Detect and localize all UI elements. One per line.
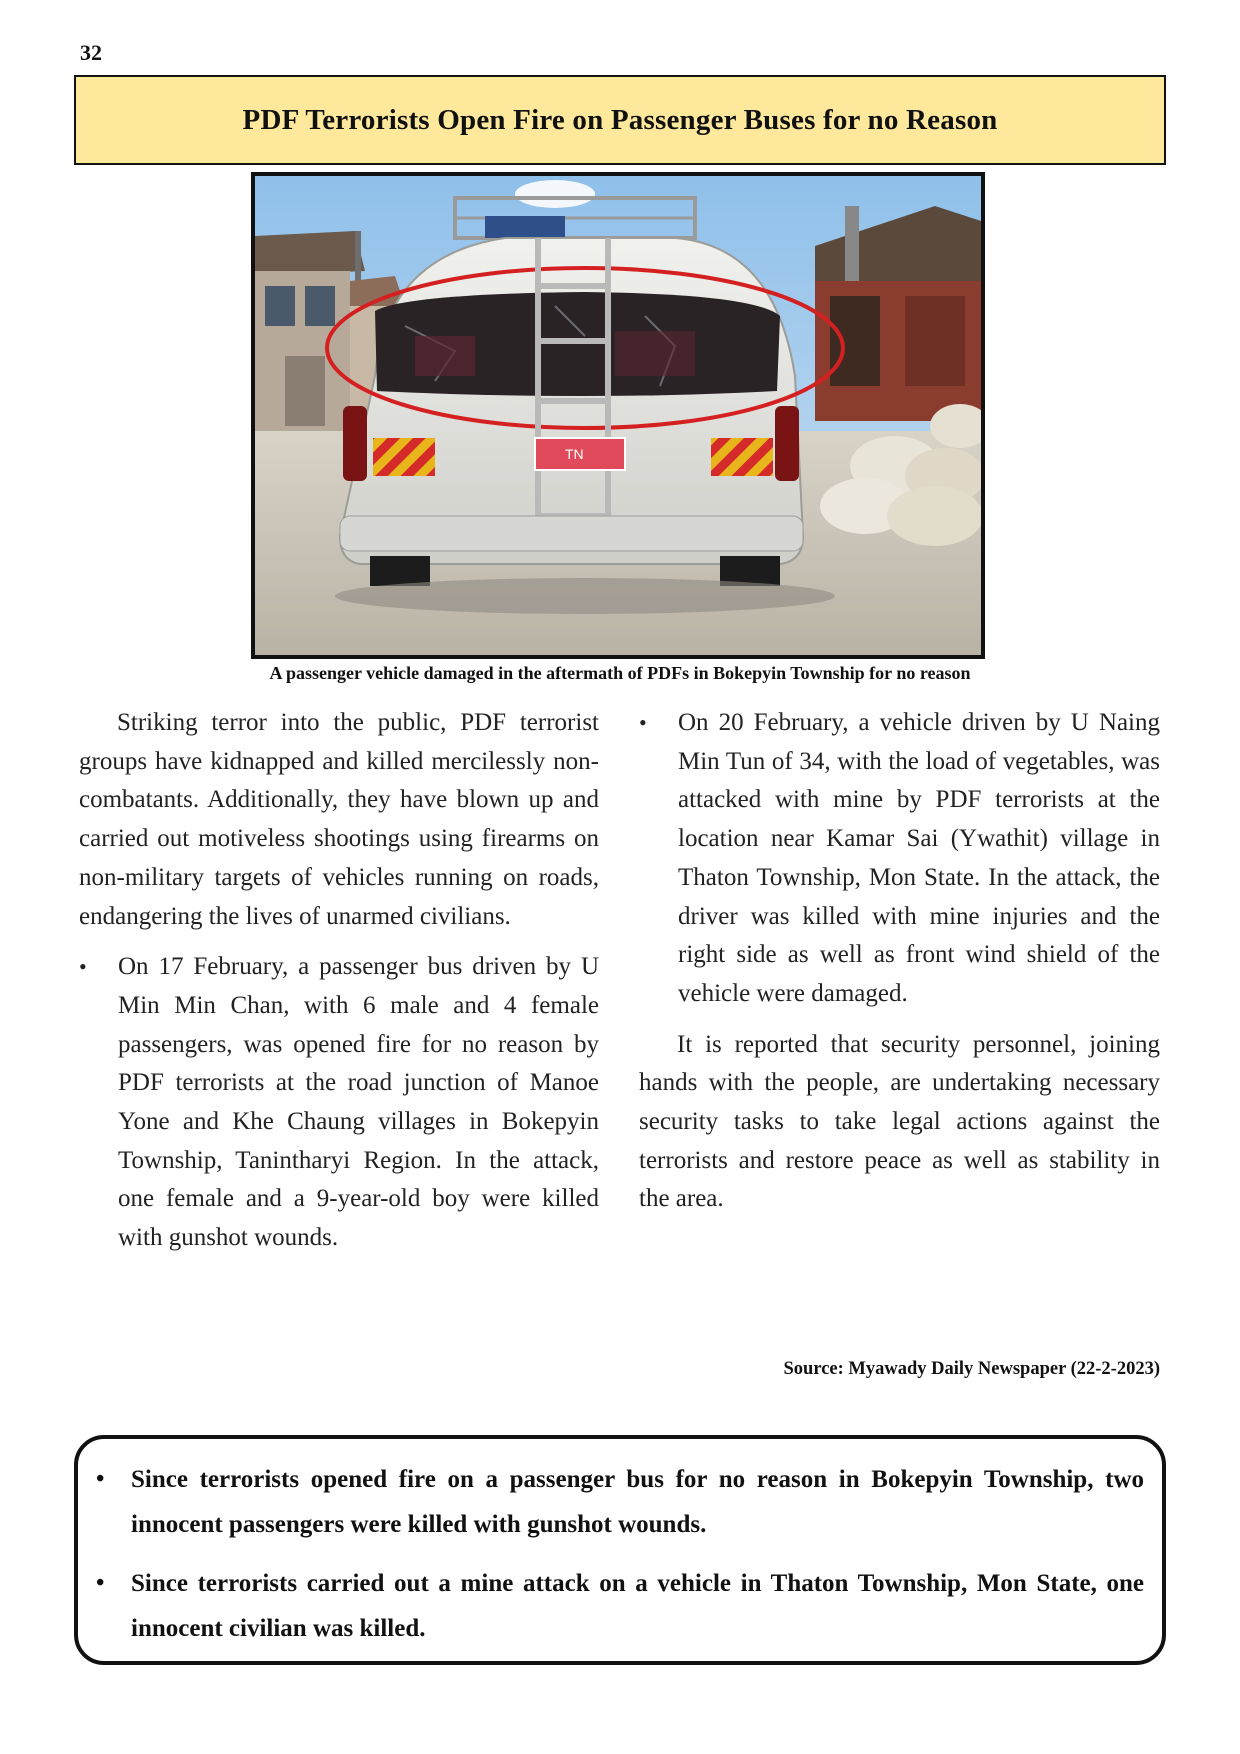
page-title: PDF Terrorists Open Fire on Passenger Buses for no Reason (242, 103, 998, 136)
intro-paragraph: Striking terror into the public, PDF terrorist groups have kidnapped and killed mercilessly non-combatants. Additionally, they have blown up and carried out motiveless shootings using firearms on non-military targets of vehicles running on roads, endangering the lives of unarmed civilians. (79, 709, 599, 930)
summary-item: • Since terrorists carried out a mine attack on a vehicle in Thaton Township, Mon State, one innocent civilian was killed. (96, 1561, 1144, 1651)
title-banner (74, 75, 1166, 165)
source-citation: Source: Myawady Daily Newspaper (22-2-2023) (783, 1359, 1160, 1379)
incident-17-february: • On 17 February, a passenger bus driven by U Min Min Chan, with 6 male and 4 female passengers, was opened fire for no reason by PDF terrorists at the road junction of Manoe Yone and Khe Chaung villages in Bokepyin Township, Tanintharyi Region. In the attack, one female and a 9-year-old boy were killed with gunshot wounds. (79, 948, 599, 1258)
page-number: 32 (80, 40, 102, 65)
closing-paragraph: It is reported that security personnel, joining hands with the people, are undertaking necessary security tasks to take legal actions against the terrorists and restore peace as well as stability in the area. (639, 1030, 1160, 1213)
incident-list-1 (79, 948, 599, 1258)
left-column (79, 704, 599, 1258)
news-photo (251, 172, 985, 659)
right-column (639, 704, 1160, 1219)
incident-20-february: • On 20 February, a vehicle driven by U Naing Min Tun of 34, with the load of vegetables, was attacked with mine by PDF terrorists at the location near Kamar Sai (Ywathit) village in Thaton Township, Mon State. In the attack, the driver was killed with mine injuries and the right side as well as front wind shield of the vehicle were damaged. (639, 704, 1160, 1014)
summary-box (74, 1435, 1166, 1665)
svg-text:TN: TN (565, 446, 584, 462)
photo-caption: A passenger vehicle damaged in the aftermath of PDFs in Bokepyin Township for no reason (269, 663, 971, 683)
summary-item: • Since terrorists opened fire on a passenger bus for no reason in Bokepyin Township, two innocent passengers were killed with gunshot wounds. (96, 1457, 1144, 1547)
incident-list-2 (639, 704, 1160, 1014)
summary-list (96, 1457, 1144, 1651)
damaged-van-illustration (255, 176, 981, 655)
